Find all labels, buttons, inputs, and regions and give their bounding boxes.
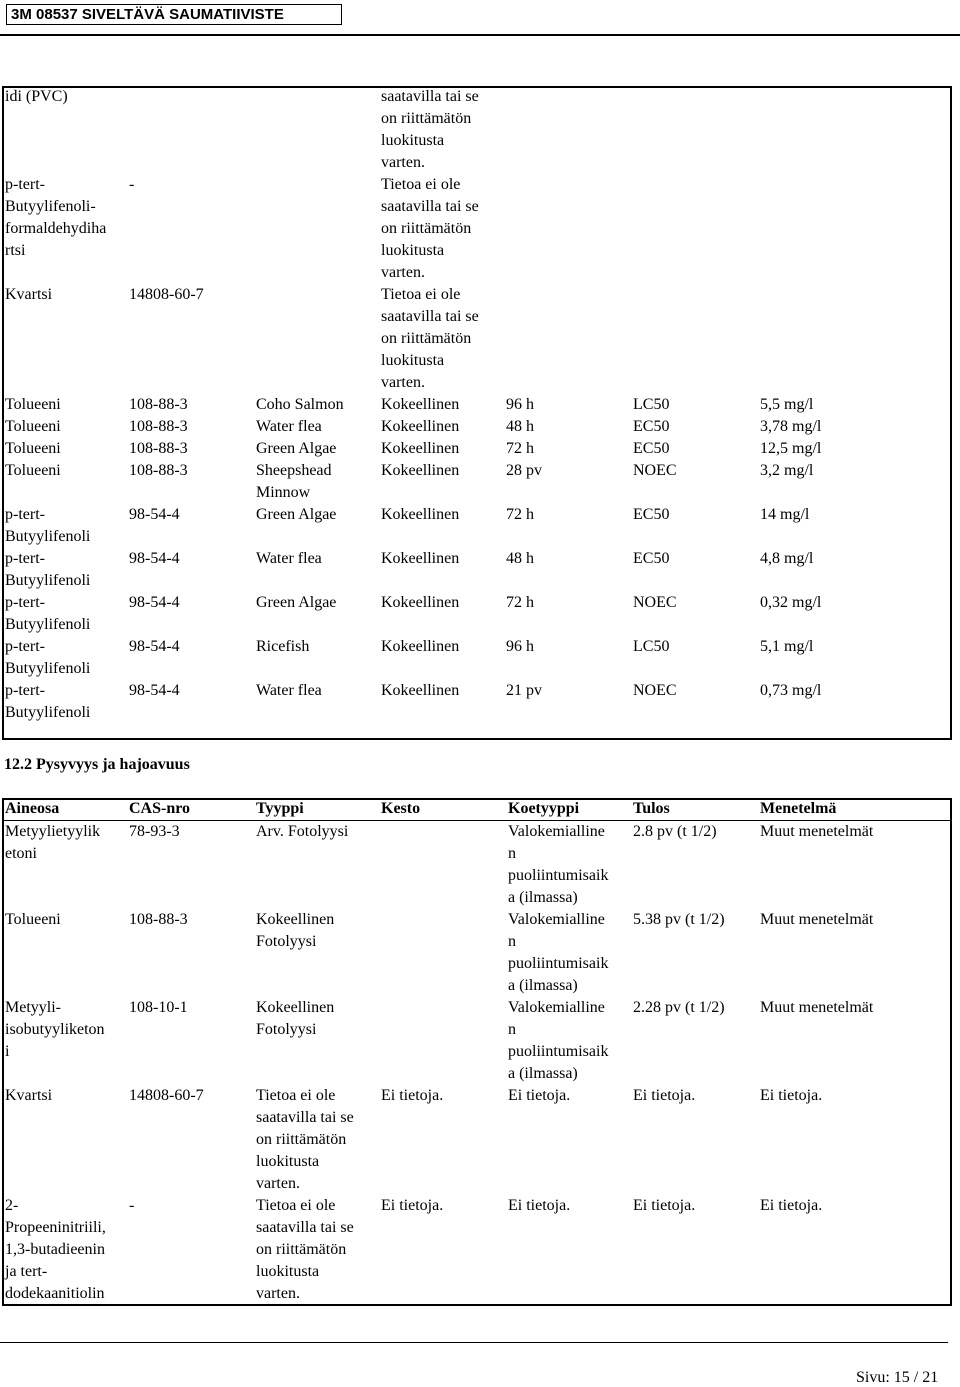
table-cell: Tietoa ei ole saatavilla tai se on riittämätön luokitusta varten. bbox=[256, 1197, 354, 1302]
table-cell bbox=[503, 86, 630, 174]
table-row bbox=[2, 394, 952, 416]
table-cell: Green Algae bbox=[256, 594, 337, 611]
table-row bbox=[2, 86, 952, 174]
table-cell: Valokemialline n puoliintumisaik a (ilmassa) bbox=[508, 823, 609, 906]
table-cell: 3,78 mg/l bbox=[760, 418, 822, 435]
table-cell: LC50 bbox=[633, 396, 670, 413]
table-cell: 3,2 mg/l bbox=[760, 462, 814, 479]
table-cell bbox=[378, 997, 505, 1085]
column-header: Tulos bbox=[630, 798, 757, 821]
table-cell bbox=[126, 86, 253, 174]
table-cell: p-tert- Butyylifenoli bbox=[5, 594, 91, 633]
table-cell bbox=[253, 174, 378, 284]
table-cell: Metyyli- isobutyyliketon i bbox=[5, 999, 105, 1060]
table-cell: idi (PVC) bbox=[5, 88, 68, 105]
table-cell bbox=[630, 284, 757, 394]
table-cell bbox=[378, 909, 505, 997]
table-cell bbox=[378, 821, 505, 910]
table-cell: p-tert- Butyylifenoli bbox=[5, 506, 91, 545]
table-cell: EC50 bbox=[633, 440, 670, 457]
table-cell: Ei tietoja. bbox=[381, 1197, 444, 1214]
table-row bbox=[2, 284, 952, 394]
document-header: 3M 08537 SIVELTÄVÄ SAUMATIIVISTE bbox=[6, 4, 342, 25]
table-cell: 28 pv bbox=[506, 462, 542, 479]
table-cell: 5.38 pv (t 1/2) bbox=[633, 911, 725, 928]
table-cell: Tolueeni bbox=[5, 911, 61, 928]
table-cell: 2.8 pv (t 1/2) bbox=[633, 823, 717, 840]
table-cell: 72 h bbox=[506, 506, 534, 523]
table-cell: Sheepshead Minnow bbox=[256, 462, 332, 501]
table-cell: 98-54-4 bbox=[129, 550, 180, 567]
table-cell: p-tert- Butyylifenoli bbox=[5, 550, 91, 589]
table-cell: 108-88-3 bbox=[129, 440, 188, 457]
table-cell bbox=[253, 86, 378, 174]
table-cell bbox=[757, 284, 952, 394]
table-cell: Kvartsi bbox=[5, 286, 53, 303]
table-cell: 108-10-1 bbox=[129, 999, 188, 1016]
table-cell: Muut menetelmät bbox=[760, 823, 874, 840]
table-cell: Kokeellinen Fotolyysi bbox=[256, 911, 335, 950]
table-cell: Green Algae bbox=[256, 440, 337, 457]
table-cell: 98-54-4 bbox=[129, 638, 180, 655]
table-cell: Ricefish bbox=[256, 638, 310, 655]
table-cell: Kokeellinen bbox=[381, 638, 460, 655]
table-cell: 4,8 mg/l bbox=[760, 550, 814, 567]
table-cell: Kokeellinen Fotolyysi bbox=[256, 999, 335, 1038]
table-row bbox=[2, 592, 952, 636]
table-cell: Ei tietoja. bbox=[508, 1087, 571, 1104]
table-cell: 108-88-3 bbox=[129, 418, 188, 435]
table-row bbox=[2, 1195, 952, 1305]
table-cell bbox=[630, 86, 757, 174]
table-cell: Coho Salmon bbox=[256, 396, 344, 413]
table-cell: Water flea bbox=[256, 418, 322, 435]
section-title: 12.2 Pysyvyys ja hajoavuus bbox=[4, 756, 190, 773]
table-cell: 48 h bbox=[506, 418, 534, 435]
table-cell: Kokeellinen bbox=[381, 418, 460, 435]
table-cell: Tietoa ei ole saatavilla tai se on riittämätön luokitusta varten. bbox=[381, 286, 479, 391]
table-row bbox=[2, 548, 952, 592]
table-cell: 0,32 mg/l bbox=[760, 594, 822, 611]
table-cell: Tolueeni bbox=[5, 396, 61, 413]
table-cell: 108-88-3 bbox=[129, 462, 188, 479]
column-header: Kesto bbox=[378, 798, 505, 821]
table-cell: saatavilla tai se on riittämätön luokitusta varten. bbox=[381, 88, 479, 171]
table-row bbox=[2, 636, 952, 680]
table-cell: Green Algae bbox=[256, 506, 337, 523]
table-cell: 14808-60-7 bbox=[129, 1087, 204, 1104]
table-cell: p-tert- Butyylifenoli bbox=[5, 638, 91, 677]
table-cell: p-tert- Butyylifenoli bbox=[5, 682, 91, 721]
table-cell: Ei tietoja. bbox=[760, 1087, 823, 1104]
table-cell: 96 h bbox=[506, 638, 534, 655]
persistence-table bbox=[2, 798, 952, 1305]
table-cell: 2.28 pv (t 1/2) bbox=[633, 999, 725, 1016]
table-cell: 12,5 mg/l bbox=[760, 440, 822, 457]
column-header: Tyyppi bbox=[253, 798, 378, 821]
toxicity-table bbox=[2, 86, 952, 724]
table-cell bbox=[503, 174, 630, 284]
table-cell: Ei tietoja. bbox=[508, 1197, 571, 1214]
table-cell: NOEC bbox=[633, 682, 677, 699]
table-cell: Ei tietoja. bbox=[760, 1197, 823, 1214]
table-cell: 98-54-4 bbox=[129, 682, 180, 699]
table-row bbox=[2, 438, 952, 460]
table-cell: NOEC bbox=[633, 462, 677, 479]
table-cell: p-tert- Butyylifenoli- formaldehydiha rtsi bbox=[5, 176, 107, 259]
table-cell: Ei tietoja. bbox=[381, 1087, 444, 1104]
column-header: Aineosa bbox=[2, 798, 126, 821]
table-cell: 78-93-3 bbox=[129, 823, 180, 840]
table-cell: EC50 bbox=[633, 418, 670, 435]
table-cell: EC50 bbox=[633, 550, 670, 567]
table-cell: Tolueeni bbox=[5, 440, 61, 457]
table-row bbox=[2, 460, 952, 504]
table-cell: Ei tietoja. bbox=[633, 1087, 696, 1104]
table-row bbox=[2, 174, 952, 284]
table-cell: Kokeellinen bbox=[381, 396, 460, 413]
table-row bbox=[2, 416, 952, 438]
table-cell: 14808-60-7 bbox=[129, 286, 204, 303]
table-cell: - bbox=[129, 176, 135, 193]
table-cell: 0,73 mg/l bbox=[760, 682, 822, 699]
table-cell: 2- Propeeninitriili, 1,3-butadieenin ja tert- dodekaanitiolin bbox=[5, 1197, 106, 1302]
table-cell: 108-88-3 bbox=[129, 396, 188, 413]
table-cell: 14 mg/l bbox=[760, 506, 810, 523]
table-cell: Tolueeni bbox=[5, 418, 61, 435]
table-cell: EC50 bbox=[633, 506, 670, 523]
table-row bbox=[2, 504, 952, 548]
table-cell: 72 h bbox=[506, 440, 534, 457]
table-cell: Tietoa ei ole saatavilla tai se on riittämätön luokitusta varten. bbox=[256, 1087, 354, 1192]
table-cell: 98-54-4 bbox=[129, 506, 180, 523]
table-row bbox=[2, 997, 952, 1085]
table-cell: 21 pv bbox=[506, 682, 542, 699]
column-header: Koetyyppi bbox=[505, 798, 630, 821]
table-cell: 5,1 mg/l bbox=[760, 638, 814, 655]
table-cell: Kokeellinen bbox=[381, 440, 460, 457]
table-cell: Kvartsi bbox=[5, 1087, 53, 1104]
table-cell: Valokemialline n puoliintumisaik a (ilmassa) bbox=[508, 999, 609, 1082]
table-cell: LC50 bbox=[633, 638, 670, 655]
table-cell bbox=[253, 284, 378, 394]
table-cell bbox=[503, 284, 630, 394]
table-cell bbox=[630, 174, 757, 284]
table-cell: Muut menetelmät bbox=[760, 999, 874, 1016]
table-cell: Kokeellinen bbox=[381, 682, 460, 699]
table-cell: Kokeellinen bbox=[381, 594, 460, 611]
table-cell: 72 h bbox=[506, 594, 534, 611]
table-cell: 108-88-3 bbox=[129, 911, 188, 928]
table-row bbox=[2, 680, 952, 724]
table-cell: Tolueeni bbox=[5, 462, 61, 479]
table-cell: Ei tietoja. bbox=[633, 1197, 696, 1214]
table-cell bbox=[757, 86, 952, 174]
table-cell: NOEC bbox=[633, 594, 677, 611]
table-row bbox=[2, 909, 952, 997]
table-cell: Metyylietyylik etoni bbox=[5, 823, 101, 862]
table-cell: 48 h bbox=[506, 550, 534, 567]
table-cell: 5,5 mg/l bbox=[760, 396, 814, 413]
table-cell: 96 h bbox=[506, 396, 534, 413]
table-cell: Kokeellinen bbox=[381, 506, 460, 523]
table-cell: Water flea bbox=[256, 550, 322, 567]
table-cell: Muut menetelmät bbox=[760, 911, 874, 928]
table-cell: Arv. Fotolyysi bbox=[256, 823, 349, 840]
table-cell: Kokeellinen bbox=[381, 550, 460, 567]
table-cell bbox=[757, 174, 952, 284]
table-cell: Tietoa ei ole saatavilla tai se on riittämätön luokitusta varten. bbox=[381, 176, 479, 281]
table-row bbox=[2, 1085, 952, 1195]
table-row bbox=[2, 821, 952, 910]
table-cell: Kokeellinen bbox=[381, 462, 460, 479]
page-number: Sivu: 15 / 21 bbox=[856, 1369, 939, 1386]
table-cell: Valokemialline n puoliintumisaik a (ilmassa) bbox=[508, 911, 609, 994]
column-header: Menetelmä bbox=[757, 798, 952, 821]
header-rule bbox=[0, 34, 960, 36]
table-cell: Water flea bbox=[256, 682, 322, 699]
table-cell: 98-54-4 bbox=[129, 594, 180, 611]
footer-rule bbox=[0, 1342, 948, 1343]
table-cell: - bbox=[129, 1197, 135, 1214]
column-header: CAS-nro bbox=[126, 798, 253, 821]
